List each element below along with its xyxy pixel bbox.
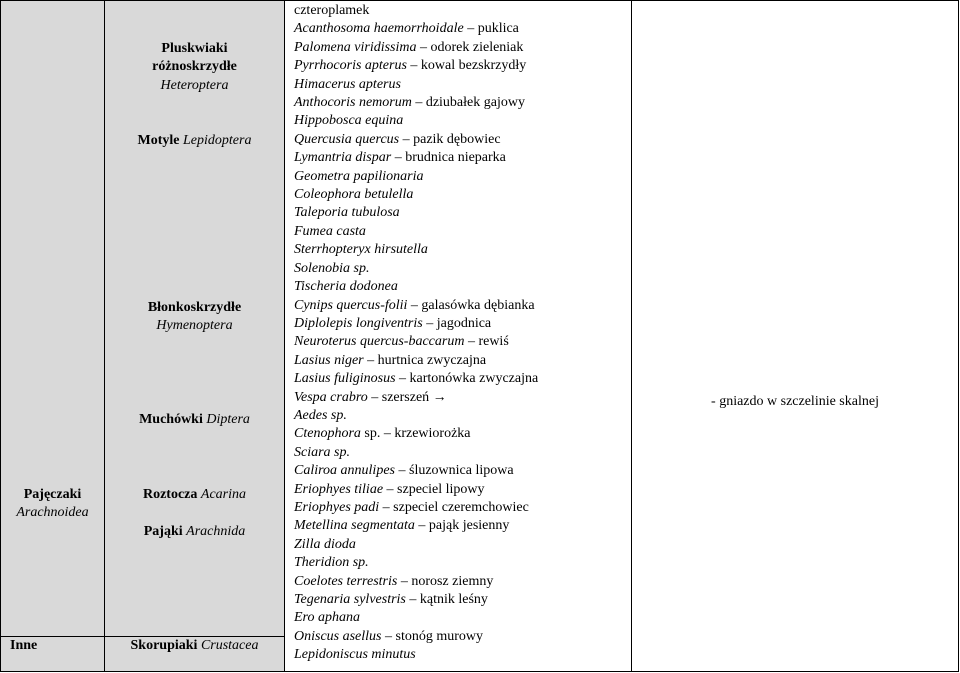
species-row	[294, 168, 631, 186]
species-common: dziubałek gajowy	[425, 95, 525, 111]
species-latin: Fumea casta	[294, 223, 366, 239]
species-latin: Coleophora betulella	[294, 187, 414, 203]
group-heteroptera-line2: różnoskrzydłe	[152, 59, 237, 75]
group-acarina	[105, 486, 284, 504]
species-latin: Tegenaria sylvestris	[294, 592, 406, 607]
species-common: czteroplamek	[294, 3, 370, 18]
species-latin: Lasius fuliginosus	[294, 371, 396, 387]
species-row: Metellina segmentata – pająk jesienny	[294, 518, 510, 534]
note-cell	[632, 1, 959, 672]
species-common: śluzownica lipowa	[409, 463, 514, 479]
species-list	[285, 1, 631, 665]
group-crustacea	[105, 637, 284, 655]
species-common: szerszeń →	[381, 389, 447, 405]
group-diptera-name: Muchówki	[139, 412, 203, 427]
species-row: Vespa crabro – szerszeń →	[294, 389, 447, 405]
species-latin: Eriophyes padi	[294, 499, 380, 515]
species-common: rewiś	[478, 334, 509, 350]
species-common: szpeciel czeremchowiec	[393, 499, 529, 515]
species-row: Ctenophora sp. – krzewiorożka	[294, 426, 471, 442]
species-latin: Pyrrhocoris apterus	[294, 58, 407, 74]
species-row	[294, 278, 631, 296]
species-common: norosz ziemny	[411, 573, 494, 589]
species-row	[294, 204, 631, 222]
species-latin: Aedes sp.	[294, 407, 347, 423]
group-heteroptera-line1: Pluskwiaki	[161, 41, 228, 56]
species-row: Acanthosoma haemorrhoidale – puklica	[294, 21, 519, 37]
group-acarina-name: Roztocza	[142, 487, 198, 502]
species-row: Eriophyes tiliae – szpeciel lipowy	[294, 481, 485, 497]
species-common: puklica	[477, 21, 519, 37]
species-row	[294, 241, 631, 259]
species-row	[294, 76, 631, 94]
class-arachnoidea-label	[1, 486, 104, 523]
species-row	[294, 260, 631, 278]
species-latin: Ctenophora	[294, 426, 361, 442]
class-arachnoidea-latin: Arachnoidea	[16, 505, 89, 521]
species-common: pająk jesienny	[428, 518, 510, 534]
group-crustacea-latin: Crustacea	[200, 638, 259, 653]
species-row: Lasius niger – hurtnica zwyczajna	[294, 352, 487, 368]
species-common: stonóg murowy	[395, 628, 483, 644]
species-row: Anthocoris nemorum – dziubałek gajowy	[294, 95, 525, 111]
group-hymenoptera	[105, 299, 284, 336]
species-latin: Solenobia sp.	[294, 260, 370, 276]
species-common: jagodnica	[436, 315, 492, 331]
species-row	[294, 536, 631, 554]
species-latin: Neuroterus quercus-baccarum	[294, 334, 465, 350]
species-row	[294, 646, 631, 664]
species-latin: Tischeria dodonea	[294, 279, 398, 295]
species-latin: Sciara sp.	[294, 444, 350, 460]
species-row: Quercusia quercus – pazik dębowiec	[294, 131, 501, 147]
group-arachnida	[105, 523, 284, 541]
class-cell-other	[1, 637, 105, 672]
species-row: Pyrrhocoris apterus – kowal bezskrzydły	[294, 58, 527, 74]
group-lepidoptera-name: Motyle	[137, 133, 180, 148]
species-common: krzewiorożka	[394, 426, 471, 442]
species-row: Coelotes terrestris – norosz ziemny	[294, 573, 494, 589]
group-diptera	[105, 411, 284, 429]
species-latin: Himacerus apterus	[294, 76, 401, 92]
species-latin: Lasius niger	[294, 352, 364, 368]
group-arachnida-name: Pająki	[143, 524, 183, 539]
species-row: Tegenaria sylvestris – kątnik leśny	[294, 592, 488, 607]
species-latin: Lepidoniscus minutus	[294, 647, 416, 663]
species-row	[294, 186, 631, 204]
species-latin: Quercusia quercus	[294, 131, 400, 147]
species-row	[294, 2, 631, 20]
species-latin: Coelotes terrestris	[294, 573, 398, 589]
species-row: Lymantria dispar – brudnica nieparka	[294, 150, 506, 166]
species-latin: Theridion sp.	[294, 555, 369, 571]
species-latin: Caliroa annulipes	[294, 463, 395, 479]
class-other-name: Inne	[10, 638, 38, 653]
species-common: pazik dębowiec	[413, 131, 501, 147]
species-latin: Palomena viridissima	[294, 39, 417, 55]
class-cell-main	[1, 1, 105, 637]
species-row: Palomena viridissima – odorek zieleniak	[294, 39, 524, 55]
species-row: Lasius fuliginosus – kartonówka zwyczajna	[294, 371, 539, 387]
species-latin: Taleporia tubulosa	[294, 205, 400, 221]
group-hymenoptera-name: Błonkoskrzydłe	[147, 300, 242, 315]
species-common: odorek zieleniak	[430, 39, 524, 55]
group-cell-crustacea	[105, 637, 285, 672]
species-row: Cynips quercus-folii – galasówka dębianka	[294, 297, 535, 313]
group-acarina-latin: Acarina	[200, 487, 247, 502]
group-cell-main	[105, 1, 285, 637]
species-latin-suffix: sp.	[364, 426, 381, 442]
group-lepidoptera	[105, 132, 284, 150]
group-arachnida-latin: Arachnida	[186, 524, 246, 539]
species-row: Eriophyes padi – szpeciel czeremchowiec	[294, 499, 529, 515]
group-heteroptera	[105, 40, 284, 95]
species-latin: Zilla dioda	[294, 536, 356, 552]
species-row: Caliroa annulipes – śluzownica lipowa	[294, 463, 514, 479]
species-latin: Ero aphana	[294, 610, 360, 626]
species-latin: Geometra papilionaria	[294, 168, 424, 184]
species-common: szpeciel lipowy	[397, 481, 485, 497]
species-row	[294, 112, 631, 130]
species-row	[294, 444, 631, 462]
species-latin: Hippobosca equina	[294, 113, 404, 129]
species-common: kątnik leśny	[419, 592, 488, 607]
species-common: brudnica nieparka	[405, 150, 506, 166]
species-row: Diplolepis longiventris – jagodnica	[294, 315, 492, 331]
species-latin: Acanthosoma haemorrhoidale	[294, 21, 464, 37]
species-latin: Sterrhopteryx hirsutella	[294, 242, 428, 258]
species-row: Oniscus asellus – stonóg murowy	[294, 628, 483, 644]
species-common: kowal bezskrzydły	[420, 58, 527, 74]
species-row: Neuroterus quercus-baccarum – rewiś	[294, 334, 509, 350]
species-common: galasówka dębianka	[421, 297, 535, 313]
species-latin: Lymantria dispar	[294, 150, 392, 166]
group-diptera-latin: Diptera	[206, 412, 250, 427]
species-latin: Metellina segmentata	[294, 518, 415, 534]
species-cell	[285, 1, 632, 672]
class-arachnoidea-name: Pajęczaki	[23, 487, 82, 502]
species-row	[294, 554, 631, 572]
species-latin: Anthocoris nemorum	[294, 95, 412, 111]
group-lepidoptera-latin: Lepidoptera	[183, 133, 252, 148]
species-row	[294, 407, 631, 425]
species-latin: Vespa crabro	[294, 389, 368, 405]
group-crustacea-name: Skorupiaki	[130, 638, 198, 653]
group-hymenoptera-latin: Hymenoptera	[156, 318, 233, 334]
species-latin: Eriophyes tiliae	[294, 481, 384, 497]
species-latin: Oniscus asellus	[294, 628, 382, 644]
species-common: hurtnica zwyczajna	[377, 352, 487, 368]
note-text: - gniazdo w szczelinie skalnej	[711, 394, 879, 409]
group-heteroptera-latin: Heteroptera	[160, 77, 229, 93]
species-common: kartonówka zwyczajna	[409, 371, 539, 387]
species-latin: Cynips quercus-folii	[294, 297, 408, 313]
species-row	[294, 223, 631, 241]
species-latin: Diplolepis longiventris	[294, 315, 423, 331]
species-row	[294, 609, 631, 627]
